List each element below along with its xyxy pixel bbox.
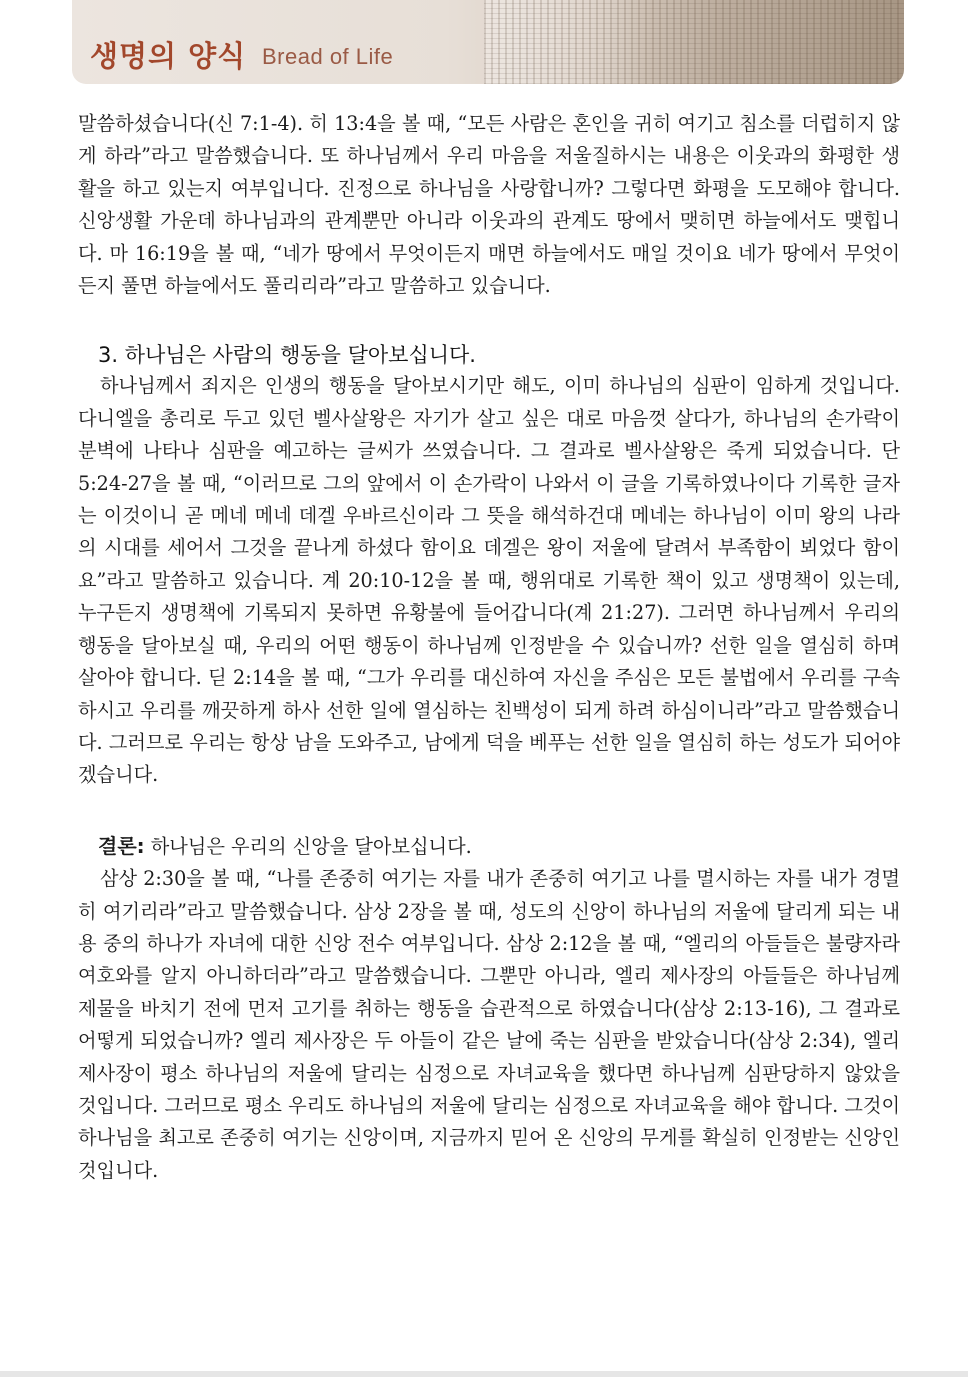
section-3-paragraph: 하나님께서 죄지은 인생의 행동을 달아보시기만 해도, 이미 하나님의 심판이 임하게 것입니다. 다니엘을 총리로 두고 있던 벨사살왕은 자기가 살고 싶은 대로 마음껏 살다가, 하나님의 손가락이 분벽에 나타나 심판을 예고하는 글씨가 쓰였습니다. 그 결과로 벨사살왕은 죽게 되었습니다. 단 5:24-27을 볼 때, “이러므로 그의 앞에서 이 손가락이 나와서 이 글을 기록하였나이다 기록한 글자는 이것이니 곧 메네 메네 데겔 우바르신이라 그 뜻을 해석하건대 메네는 하나님이 이미 왕의 나라의 시대를 세어서 그것을 끝나게 하셨다 함이요 데겔은 왕이 저울에 달려서 부족함이 뵈었다 함이요”라고 말씀하고 있습니다. 계 20:10-12을 볼 때, 행위대로 기록한 책이 있고 생명책이 있는데, 누구든지 생명책에 기록되지 못하면 유황불에 들어갑니다(계 21:27). 그러면 하나님께서 우리의 행동을 달아보실 때, 우리의 어떤 행동이 하나님께 인정받을 수 있습니까? 선한 일을 열심히 하며 살아야 합니다. 딛 2:14을 볼 때, “그가 우리를 대신하여 자신을 주심은 모든 불법에서 우리를 구속하시고 우리를 깨끗하게 하사 선한 일에 열심하는 친백성이 되게 하려 하심이니라”라고 말씀했습니다. 그러므로 우리는 항상 남을 도와주고, 남에게 덕을 베푸는 선한 일을 열심히 하는 성도가 되어야겠습니다.	[78, 374, 900, 787]
section-title: 생명의 양식	[90, 39, 247, 73]
conclusion-heading	[78, 830, 900, 863]
intro-paragraph: 말씀하셨습니다(신 7:1-4). 히 13:4을 볼 때, “모든 사람은 혼인을 귀히 여기고 침소를 더럽히지 않게 하라”라고 말씀했습니다. 또 하나님께서 우리 마음을 저울질하시는 내용은 이웃과의 화평한 생활을 하고 있는지 여부입니다. 진정으로 하나님을 사랑합니까? 그렇다면 화평을 도모해야 합니다. 신앙생활 가운데 하나님과의 관계뿐만 아니라 이웃과의 관계도 땅에서 맺히면 하늘에서도 맺힙니다. 마 16:19을 볼 때, “네가 땅에서 무엇이든지 매면 하늘에서도 매일 것이요 네가 땅에서 무엇이든지 풀면 하늘에서도 풀리리라”라고 말씀하고 있습니다.	[78, 112, 900, 298]
conclusion-label: 결론:	[98, 833, 145, 858]
conclusion-title: 하나님은 우리의 신앙을 달아보십니다.	[144, 834, 472, 858]
article-body	[78, 108, 900, 1187]
bottom-bar	[0, 1371, 968, 1377]
section-subtitle: Bread of Life	[262, 44, 394, 69]
page-header	[72, 0, 904, 84]
conclusion-paragraph: 삼상 2:30을 볼 때, “나를 존중히 여기는 자를 내가 존중히 여기고 나를 멸시하는 자를 내가 경멸히 여기리라”라고 말씀했습니다. 삼상 2장을 볼 때, 성도의 신앙이 하나님의 저울에 달리게 되는 내용 중의 하나가 자녀에 대한 신앙 전수 여부입니다. 삼상 2:12을 볼 때, “엘리의 아들들은 불량자라 여호와를 알지 아니하더라”라고 말씀했습니다. 그뿐만 아니라, 엘리 제사장의 아들들은 하나님께 제물을 바치기 전에 먼저 고기를 취하는 행동을 습관적으로 하였습니다(삼상 2:13-16), 그 결과로 어떻게 되었습니까? 엘리 제사장은 두 아들이 같은 날에 죽는 심판을 받았습니다(삼상 2:34), 엘리 제사장이 평소 하나님의 저울에 달리는 심정으로 자녀교육을 했다면 하나님께 심판당하지 않았을 것입니다. 그러므로 평소 우리도 하나님의 저울에 달리는 심정으로 자녀교육을 해야 합니다. 그것이 하나님을 최고로 존중히 여기는 신앙이며, 지금까지 믿어 온 신앙의 무게를 확실히 인정받는 신앙인 것입니다.	[78, 867, 900, 1182]
section-3-heading: 3. 하나님은 사람의 행동을 달아보십니다.	[98, 343, 476, 368]
header-photo	[484, 0, 904, 84]
